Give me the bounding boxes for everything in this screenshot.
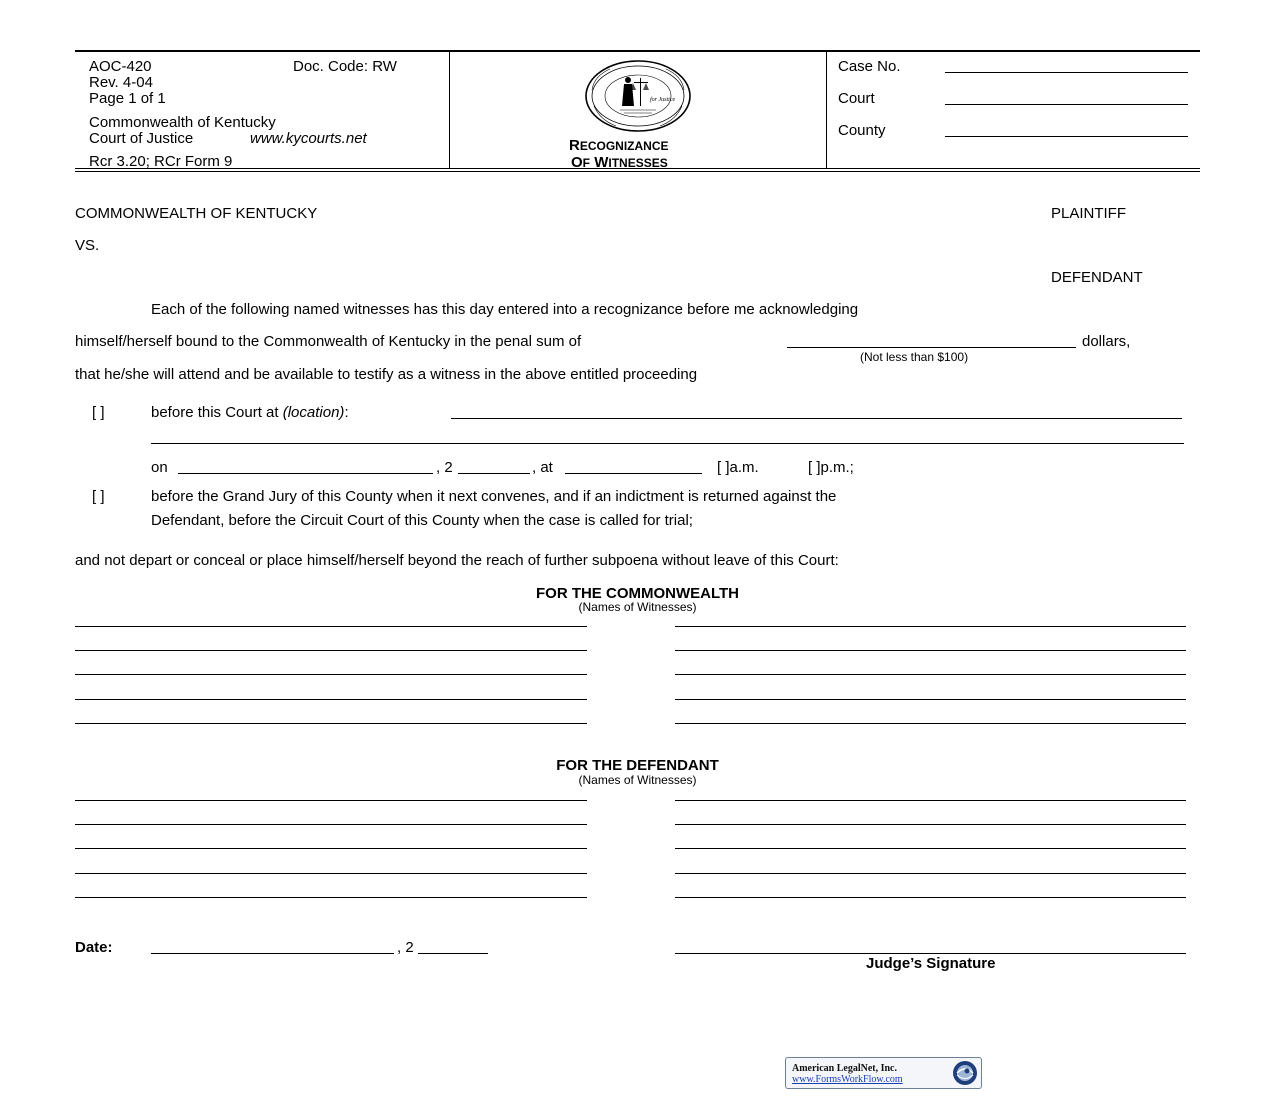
case-no-field[interactable]: [945, 72, 1188, 73]
form-number: AOC-420: [89, 58, 152, 75]
forms-workflow-badge[interactable]: [785, 1057, 982, 1089]
defendant-label: DEFENDANT: [1051, 269, 1143, 286]
title-line1: [569, 138, 669, 153]
court-field[interactable]: [945, 104, 1188, 105]
header-divider-right: [826, 50, 827, 169]
option1-location: (location): [282, 404, 345, 421]
title-line2-rest2: ITNESSES: [608, 156, 668, 170]
judge-signature-field[interactable]: [675, 953, 1186, 954]
court-location-checkbox[interactable]: [ ]: [92, 404, 105, 421]
penal-sum-field[interactable]: [787, 347, 1076, 348]
court-label: Court: [838, 90, 875, 107]
badge-company-name: American LegalNet, Inc.: [792, 1063, 897, 1074]
commonwealth-witness-field[interactable]: [675, 699, 1186, 700]
date-label: Date:: [75, 939, 113, 956]
defendant-witness-field[interactable]: [675, 897, 1186, 898]
kentucky-seal-icon: [584, 60, 692, 132]
court-of-justice: Court of Justice: [89, 130, 194, 147]
title-line2-cap1: O: [571, 154, 583, 171]
title-line2-cap2: W: [594, 154, 609, 171]
commonwealth-witness-field[interactable]: [75, 723, 587, 724]
penal-sum-note: (Not less than $100): [860, 350, 969, 364]
header-bottom-rule-2: [75, 171, 1200, 172]
defendant-witness-field[interactable]: [675, 824, 1186, 825]
commonwealth-witnesses-subtitle: (Names of Witnesses): [578, 600, 697, 614]
defendant-witness-field[interactable]: [675, 800, 1186, 801]
commonwealth-witness-field[interactable]: [75, 626, 587, 627]
paragraph-line-2b: dollars,: [1082, 333, 1131, 350]
at-label: , at: [532, 459, 553, 476]
option1-label: [151, 405, 349, 420]
location-field-1[interactable]: [451, 418, 1182, 419]
seal-inner-text: for Justice: [650, 97, 676, 103]
appearance-date-field[interactable]: [178, 473, 433, 474]
closing-paragraph: and not depart or conceal or place himself/herself beyond the reach of further subpoena without leave of this Court:: [75, 552, 839, 569]
plaintiff-name: COMMONWEALTH OF KENTUCKY: [75, 205, 318, 222]
badge-url-link[interactable]: www.FormsWorkFlow.com: [792, 1074, 903, 1085]
plaintiff-label: PLAINTIFF: [1051, 205, 1127, 222]
title-line2: [571, 155, 668, 170]
appearance-year-field[interactable]: [458, 473, 530, 474]
on-label: on: [151, 459, 168, 476]
commonwealth-witness-field[interactable]: [75, 699, 587, 700]
county-label: County: [838, 122, 886, 139]
commonwealth-witness-field[interactable]: [675, 626, 1186, 627]
date-year-prefix: , 2: [397, 939, 414, 956]
appearance-year-prefix: , 2: [436, 459, 453, 476]
paragraph-line-3: that he/she will attend and be available to testify as a witness in the above entitled proceeding: [75, 366, 698, 383]
commonwealth-witness-field[interactable]: [675, 674, 1186, 675]
globe-logo-icon: [952, 1060, 978, 1086]
defendant-witness-field[interactable]: [675, 848, 1186, 849]
title-line1-rest: ECOGNIZANCE: [579, 139, 669, 153]
title-line2-rest1: F: [582, 156, 591, 170]
title-line1-cap: R: [569, 137, 580, 154]
date-field[interactable]: [151, 953, 394, 954]
revision: Rev. 4-04: [89, 74, 153, 91]
doc-code: Doc. Code: RW: [293, 58, 397, 75]
commonwealth-witness-field[interactable]: [75, 674, 587, 675]
page-indicator: Page 1 of 1: [89, 90, 166, 107]
date-year-field[interactable]: [418, 953, 488, 954]
defendant-witness-field[interactable]: [675, 873, 1186, 874]
am-checkbox[interactable]: [ ]a.m.: [717, 459, 759, 476]
commonwealth-witness-field[interactable]: [675, 723, 1186, 724]
rule-reference: Rcr 3.20; RCr Form 9: [89, 153, 233, 170]
option1-colon: :: [344, 404, 349, 421]
header-top-rule: [75, 50, 1200, 52]
defendant-witnesses-subtitle: (Names of Witnesses): [578, 773, 697, 787]
grand-jury-checkbox[interactable]: [ ]: [92, 488, 105, 505]
option2-line-1: before the Grand Jury of this County when it next convenes, and if an indictment is returned against the: [151, 488, 837, 505]
seal-text: [460, 83, 461, 84]
pm-checkbox[interactable]: [ ]p.m.;: [808, 459, 854, 476]
defendant-witness-field[interactable]: [75, 848, 587, 849]
commonwealth-witness-field[interactable]: [675, 650, 1186, 651]
versus-label: VS.: [75, 237, 100, 254]
defendant-witness-field[interactable]: [75, 873, 587, 874]
defendant-witness-field[interactable]: [75, 824, 587, 825]
defendant-witnesses-title: FOR THE DEFENDANT: [556, 757, 719, 774]
jurisdiction: Commonwealth of Kentucky: [89, 114, 276, 131]
option1-text: before this Court at: [151, 404, 283, 421]
commonwealth-witnesses-title: FOR THE COMMONWEALTH: [535, 585, 740, 602]
location-field-2[interactable]: [151, 443, 1184, 444]
defendant-witness-field[interactable]: [75, 897, 587, 898]
defendant-witness-field[interactable]: [75, 800, 587, 801]
judge-signature-label: Judge’s Signature: [866, 955, 996, 972]
paragraph-line-1: Each of the following named witnesses has this day entered into a recognizance before me acknowledging: [151, 301, 859, 318]
county-field[interactable]: [945, 136, 1188, 137]
appearance-time-field[interactable]: [565, 473, 702, 474]
commonwealth-witness-field[interactable]: [75, 650, 587, 651]
header-divider-left: [449, 50, 450, 169]
case-no-label: Case No.: [838, 58, 901, 75]
website-link[interactable]: www.kycourts.net: [250, 130, 367, 147]
option2-line-2: Defendant, before the Circuit Court of this County when the case is called for trial;: [151, 512, 693, 529]
paragraph-line-2a: himself/herself bound to the Commonwealth of Kentucky in the penal sum of: [75, 333, 582, 350]
